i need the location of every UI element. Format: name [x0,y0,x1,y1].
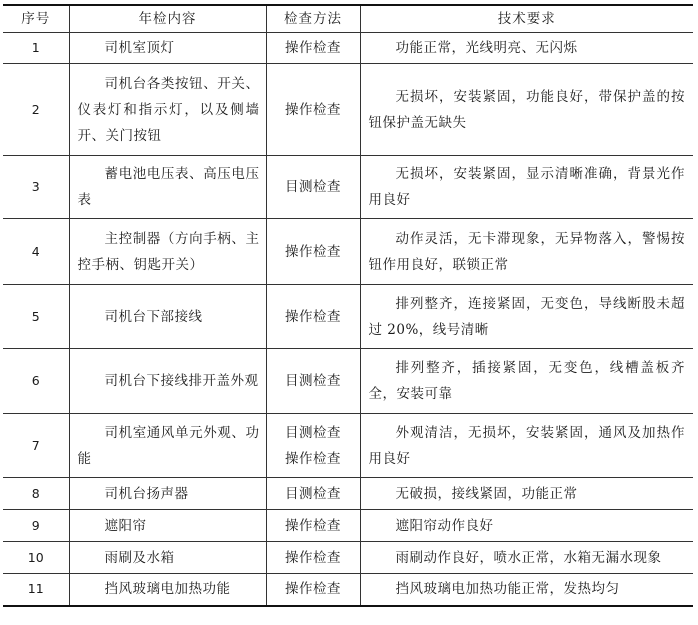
row-seq: 4 [3,219,69,285]
row-requirement: 无损坏，安装紧固，显示清晰准确，背景光作用良好 [360,156,693,219]
row-method [266,156,360,219]
row-method [266,64,360,156]
row-seq: 2 [3,64,69,156]
method-value: 操作检查 [285,549,341,566]
method-value: 目测检查 [285,424,341,441]
row-requirement: 挡风玻璃电加热功能正常，发热均匀 [360,574,693,606]
method-value: 操作检查 [285,101,341,118]
row-requirement: 排列整齐，连接紧固，无变色，导线断股未超过 20%，线号清晰 [360,285,693,349]
row-method [266,542,360,574]
row-content: 遮阳帘 [69,510,266,542]
row-method [266,510,360,542]
table-row [3,64,693,156]
row-requirement: 雨刷动作良好，喷水正常，水箱无漏水现象 [360,542,693,574]
table-row [3,33,693,64]
row-method [266,414,360,478]
row-content: 雨刷及水箱 [69,542,266,574]
row-content: 挡风玻璃电加热功能 [69,574,266,606]
header-requirement: 技术要求 [360,5,693,33]
method-value: 操作检查 [285,40,341,56]
method-value: 目测检查 [285,373,341,389]
row-method [266,574,360,606]
row-method [266,349,360,414]
row-seq: 11 [3,574,69,606]
method-value: 操作检查 [285,581,341,598]
row-requirement: 外观清洁，无损坏，安装紧固，通风及加热作用良好 [360,414,693,478]
row-method [266,285,360,349]
table-row [3,219,693,285]
row-content: 司机室顶灯 [69,33,266,64]
row-requirement: 动作灵活，无卡滞现象，无异物落入，警惕按钮作用良好，联锁正常 [360,219,693,285]
table-header-row [3,5,693,33]
table-row [3,156,693,219]
table-row [3,478,693,510]
row-seq: 6 [3,349,69,414]
row-requirement: 无破损，接线紧固，功能正常 [360,478,693,510]
method-value: 目测检查 [285,485,341,502]
row-content: 司机台扬声器 [69,478,266,510]
method-value: 操作检查 [285,243,341,260]
row-requirement: 功能正常，光线明亮、无闪烁 [360,33,693,64]
header-method: 检查方法 [266,5,360,33]
row-content: 蓄电池电压表、高压电压表 [69,156,266,219]
method-value: 操作检查 [285,308,341,325]
row-seq: 3 [3,156,69,219]
table-row [3,542,693,574]
row-method [266,478,360,510]
row-seq: 9 [3,510,69,542]
row-content: 司机台下部接线 [69,285,266,349]
row-requirement: 排列整齐，插接紧固，无变色，线槽盖板齐全，安装可靠 [360,349,693,414]
table-row [3,574,693,606]
row-content: 司机室通风单元外观、功能 [69,414,266,478]
row-seq: 5 [3,285,69,349]
row-method [266,219,360,285]
table-row [3,285,693,349]
table-row [3,349,693,414]
row-method [266,33,360,64]
method-value: 操作检查 [285,517,341,534]
header-seq: 序号 [3,5,69,33]
row-seq: 10 [3,542,69,574]
annual-inspection-table [3,4,693,607]
table-row [3,510,693,542]
method-value: 目测检查 [285,179,341,195]
row-content: 司机台下接线排开盖外观 [69,349,266,414]
row-seq: 1 [3,33,69,64]
row-requirement: 遮阳帘动作良好 [360,510,693,542]
table-body [3,33,693,606]
header-content: 年检内容 [69,5,266,33]
table-row [3,414,693,478]
row-requirement: 无损坏，安装紧固，功能良好，带保护盖的按钮保护盖无缺失 [360,64,693,156]
row-seq: 7 [3,414,69,478]
inspection-table-container [3,4,693,607]
method-value: 操作检查 [285,450,341,467]
row-seq: 8 [3,478,69,510]
row-content: 司机台各类按钮、开关、仪表灯和指示灯，以及侧墙开、关门按钮 [69,64,266,156]
row-content: 主控制器（方向手柄、主控手柄、钥匙开关） [69,219,266,285]
